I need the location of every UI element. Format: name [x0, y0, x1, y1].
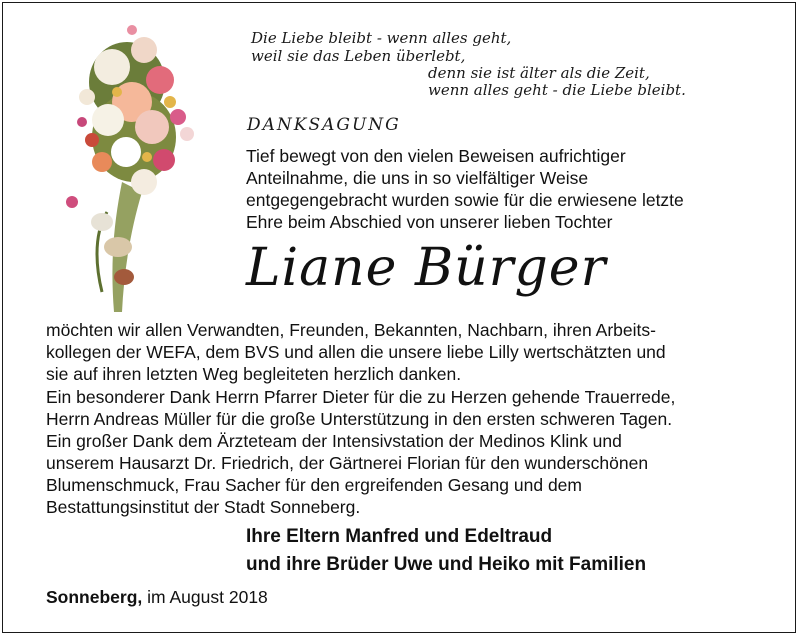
paragraph-line: sie auf ihren letzten Weg begleiteten herzlich danken. [46, 364, 462, 384]
poem-line: denn sie ist älter als die Zeit, [428, 64, 650, 82]
poem-line: Die Liebe bleibt - wenn alles geht, [251, 29, 512, 47]
paragraph-line: Ein großer Dank dem Ärzteteam der Intensivstation der Medinos Klink und [46, 431, 622, 451]
deceased-name: Liane Bürger [246, 238, 607, 298]
paragraph-line: möchten wir allen Verwandten, Freunden, Bekannten, Nachbarn, ihren Arbeits- [46, 320, 656, 340]
signature-line: und ihre Brüder Uwe und Heiko mit Familien [246, 554, 647, 575]
intro-text [246, 145, 684, 233]
paragraph-line: Blumenschmuck, Frau Sacher für den ergreifenden Gesang und dem [46, 475, 582, 495]
paragraph-1 [46, 319, 666, 385]
flower-bouquet-image [52, 22, 202, 317]
intro-line: Ehre beim Abschied von unserer lieben Tochter [246, 212, 613, 232]
paragraph-line: Ein besonderer Dank Herrn Pfarrer Dieter für die zu Herzen gehende Trauerrede, [46, 387, 676, 407]
intro-line: entgegengebracht wurden sowie für die erwiesene letzte [246, 190, 684, 210]
intro-line: Tief bewegt von den vielen Beweisen aufrichtiger [246, 146, 626, 166]
intro-line: Anteilnahme, die uns in so vielfältiger Weise [246, 168, 589, 188]
paragraph-line: Bestattungsinstitut der Stadt Sonneberg. [46, 497, 361, 517]
paragraph-line: unserem Hausarzt Dr. Friedrich, der Gärtnerei Florian für den wunderschönen [46, 453, 649, 473]
signature [246, 523, 646, 579]
paragraph-line: Herrn Andreas Müller für die große Unterstützung in den ersten schweren Tagen. [46, 409, 673, 429]
place-date [46, 587, 268, 608]
paragraph-line: kollegen der WEFA, dem BVS und allen die unsere liebe Lilly wertschätzten und [46, 342, 666, 362]
place-date-text: im August 2018 [147, 587, 268, 607]
paragraph-2 [46, 386, 675, 518]
poem-line: weil sie das Leben überlebt, [251, 47, 466, 65]
poem-line: wenn alles geht - die Liebe bleibt. [428, 81, 686, 99]
heading: DANKSAGUNG [247, 115, 401, 135]
place-city: Sonneberg, [46, 587, 143, 607]
signature-line: Ihre Eltern Manfred und Edeltraud [246, 526, 553, 547]
